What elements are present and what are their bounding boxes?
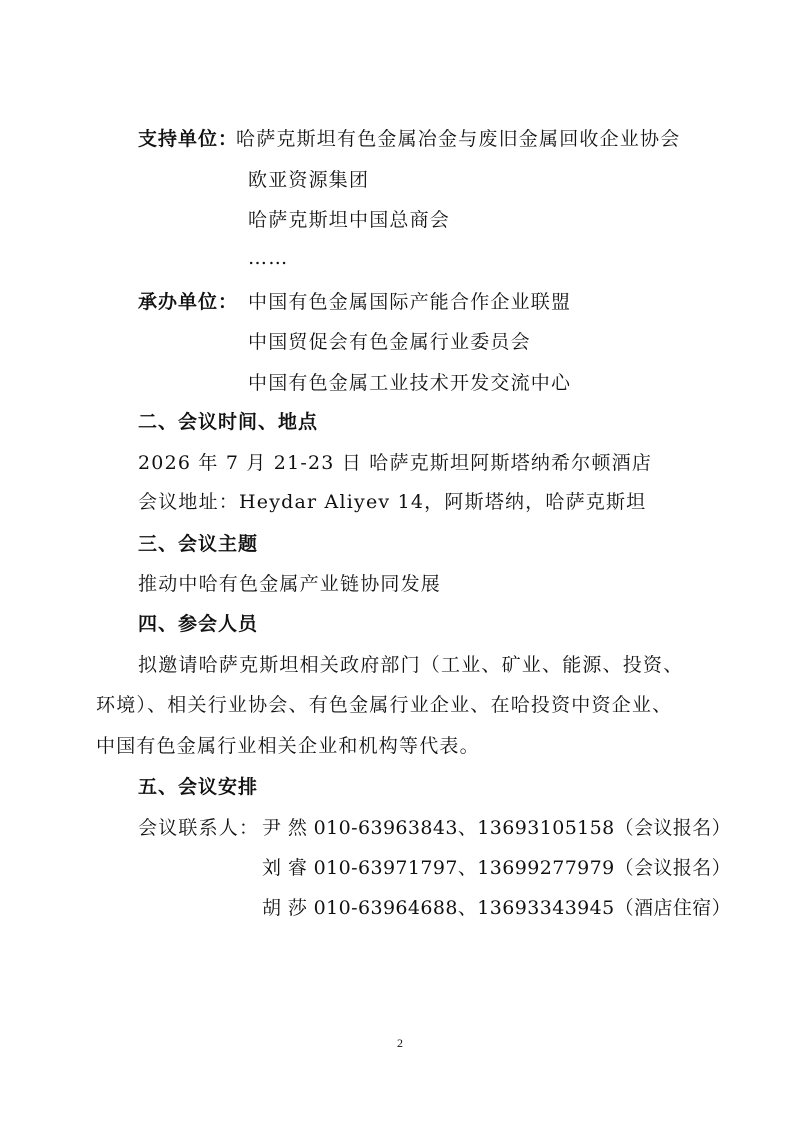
meeting-time-place: 2026 年 7 月 21-23 日 哈萨克斯坦阿斯塔纳希尔顿酒店 — [138, 452, 653, 474]
attendees-text-line: 环境）、相关行业协会、有色金属行业企业、在哈投资中资企业、 — [96, 694, 673, 716]
meeting-address: 会议地址：Heydar Aliyev 14，阿斯塔纳，哈萨克斯坦 — [138, 491, 647, 513]
contact-row: 尹 然 010-63963843、13693105158（会议报名） — [262, 817, 732, 839]
attendees-text-line: 拟邀请哈萨克斯坦相关政府部门（工业、矿业、能源、投资、 — [138, 654, 684, 676]
section-heading-arrangement: 五、会议安排 — [138, 776, 259, 798]
section-heading-theme: 三、会议主题 — [138, 533, 259, 555]
section-heading-attendees: 四、参会人员 — [138, 613, 259, 635]
support-item-ellipsis: …… — [248, 247, 289, 269]
organizer-item: 中国贸促会有色金属行业委员会 — [248, 331, 531, 353]
section-heading-time-place: 二、会议时间、地点 — [138, 411, 319, 433]
page-number: 2 — [397, 1036, 403, 1050]
support-label: 支持单位： — [138, 128, 239, 150]
organizer-item: 中国有色金属工业技术开发交流中心 — [248, 372, 572, 394]
meeting-theme: 推动中哈有色金属产业链协同发展 — [138, 573, 442, 595]
contact-label: 会议联系人： — [138, 817, 260, 839]
attendees-text-line: 中国有色金属行业相关企业和机构等代表。 — [96, 735, 480, 757]
organizer-label: 承办单位： — [138, 291, 239, 313]
organizer-item: 中国有色金属国际产能合作企业联盟 — [248, 291, 572, 313]
contact-row: 胡 莎 010-63964688、13693343945（酒店住宿） — [262, 897, 732, 919]
support-item: 欧亚资源集团 — [248, 169, 370, 191]
support-item: 哈萨克斯坦中国总商会 — [248, 209, 451, 231]
contact-row: 刘 睿 010-63971797、13699277979（会议报名） — [262, 857, 732, 879]
support-item: 哈萨克斯坦有色金属冶金与废旧金属回收企业协会 — [236, 128, 681, 150]
